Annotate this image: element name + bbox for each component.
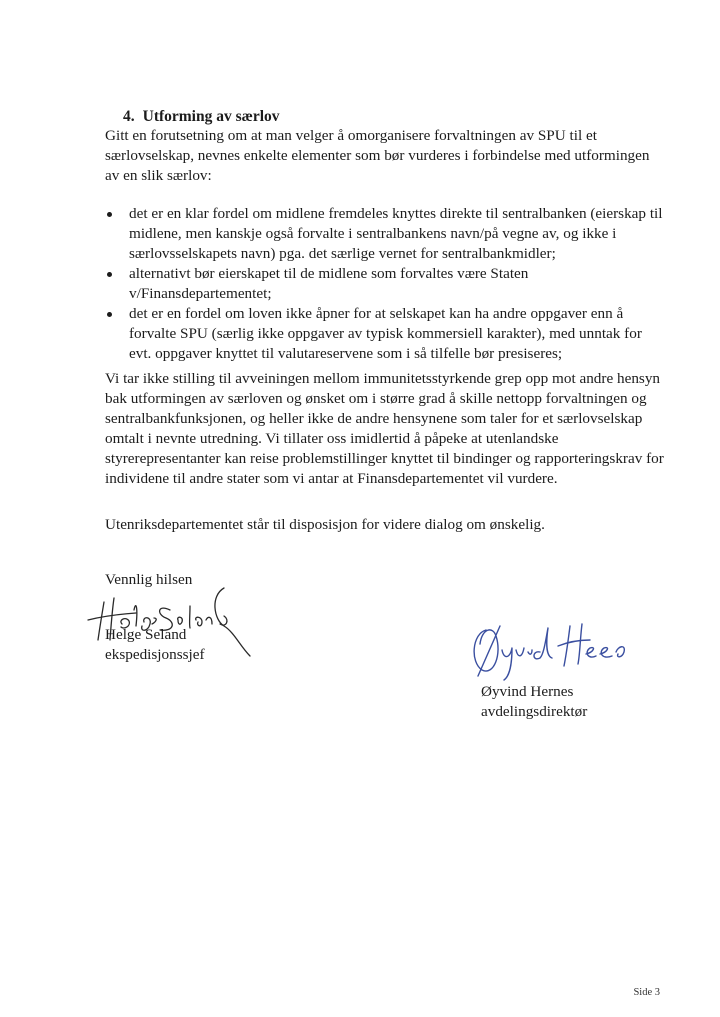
greeting: Vennlig hilsen <box>105 571 193 588</box>
list-item: det er en fordel om loven ikke åpner for at selskapet kan ha andre oppgaver enn å forvalte SPU (særlig ikke oppgaver av typisk kommersiell karakter), med unntak for evt. oppgaver knyttet til valutareservene som i så tilfelle bør presiseres; <box>105 304 665 364</box>
signatory-right <box>481 682 587 722</box>
signatory-left <box>105 625 205 665</box>
closing-paragraph: Utenriksdepartementet står til disposisjon for videre dialog om ønskelig. <box>105 516 545 533</box>
body-paragraph: Vi tar ikke stilling til avveiningen mellom immunitetsstyrkende grep opp mot andre hensyn bak utformingen av særloven og ønsket om i større grad å skille nettopp forvaltningen og sentralbankfunksjonen, og heller ikke de andre hensynene som taler for et særlovselskap omtalt i nevnte utredning. Vi tillater oss imidlertid å påpeke at utenlandske styrerepresentanter kan reise problemstillinger knyttet til bindinger og rapporteringskrav for individene til andre stater som vi antar at Finansdepartementet vil vurdere. <box>105 370 664 487</box>
recommendation-list <box>105 204 665 364</box>
list-item: det er en klar fordel om midlene fremdeles knyttes direkte til sentralbanken (eierskap til midlene, men kanskje også forvalte i sentralbankens navn/på vegne av, og ikke i særlovsselskapets navn) pga. det særlige vernet for sentralbankmidler; <box>105 204 665 264</box>
signatory-name: Øyvind Hernes <box>481 683 574 700</box>
signature-oyvind-hernes <box>466 618 636 682</box>
section-heading <box>123 107 280 127</box>
section-number: 4. <box>123 108 135 125</box>
section-title: Utforming av særlov <box>142 108 280 125</box>
signatory-name: Helge Seland <box>105 626 187 643</box>
page-number: Side 3 <box>633 987 660 998</box>
list-item: alternativt bør eierskapet til de midlene som forvaltes være Staten v/Finansdepartementet; <box>105 264 665 304</box>
signatory-title: ekspedisjonssjef <box>105 646 205 663</box>
signatory-title: avdelingsdirektør <box>481 703 588 720</box>
intro-paragraph: Gitt en forutsetning om at man velger å omorganisere forvaltningen av SPU til et særlovselskap, nevnes enkelte elementer som bør vurderes i forbindelse med utformingen av en slik særlov: <box>105 127 650 184</box>
